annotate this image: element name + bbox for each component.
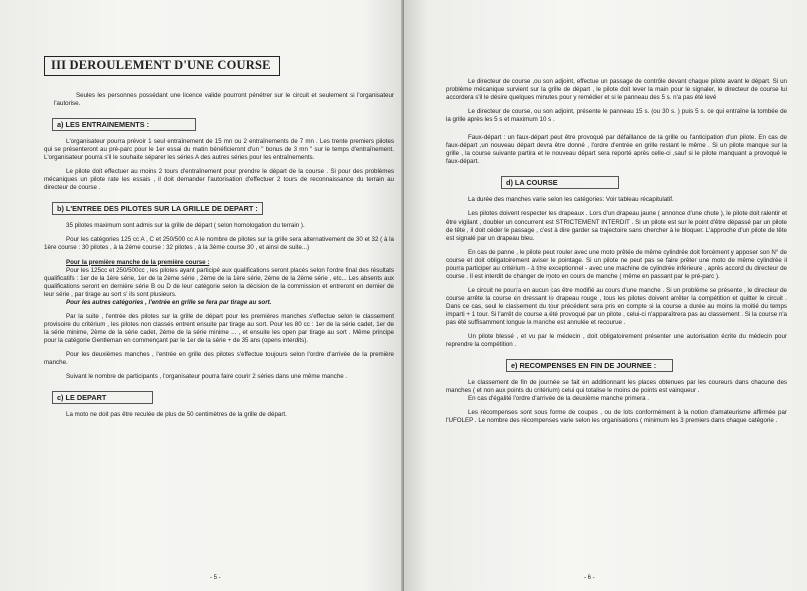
- paragraph: Le pilote doit effectuer au moins 2 tours d'entraînement pour prendre le départ de la course . Si pour des problèmes mécaniques un pilote rate les essais , il doit demander l'autorisation d'effectuer 2 tours de reconnaissance du terrain au directeur de course .: [44, 168, 394, 192]
- page-number: - 5 -: [210, 575, 221, 581]
- paragraph: Pour les 125cc et 250/500cc , les pilotes ayant participé aux qualifications seront placés selon l'ordre final des résultats qualificatifs : 1er de la 1ère série, 1er de la 2ème série , 2ème de la 1ère série, 2ème de la 2ème série , etc... Les absents aux qualifications seront en dernière série B ou D de leur catégorie selon la décision de la commission et entreront en dernier de leur série , par tirage au sort s' ils sont plusieurs.: [44, 266, 394, 298]
- paragraph: Le directeur de course ,ou son adjoint, effectue un passage de contrôle devant chaque pilote avant le départ. Si un problème mécanique survient sur la grille de départ , le pilote doit lever la main pour le signaler, le directeur de course lui accordera s'il le désire quelques minutes pour y remédier et si le panneau des 5 s. n'a pas été levé: [446, 78, 787, 102]
- paragraph: Seules les personnes possédant une licence valide pourront pénétrer sur le circuit et seulement si l'organisateur l'autorise.: [54, 92, 394, 108]
- paragraph: 35 pilotes maximum sont admis sur la grille de départ ( selon homologation du terrain ).: [66, 222, 305, 230]
- paragraph-heading: Pour la première manche de la première course :: [66, 258, 210, 266]
- subsection-heading-a: a) LES ENTRAINEMENTS :: [52, 118, 196, 131]
- subsection-heading-b: b) L'ENTREE DES PILOTES SUR LA GRILLE DE DEPART :: [52, 202, 263, 215]
- page-number: - 6 -: [584, 575, 595, 581]
- paragraph: En cas de panne , le pilote peut rouler avec une moto prêtée de même cylindrée doit forcément y apposer son N° de course et doit obligatoirement aviser le pointage. Si un pilote ne peut pas se faire prêter une moto de même cylindrée il pourra participer au critérium - à titre exceptionnel - avec une machine de cylindrée inférieure , après accord du directeur de course . Il est interdit de changer de moto en cours de manche ( même en passant par le pré-parc ).: [446, 248, 787, 280]
- right-page: [404, 0, 807, 591]
- section-title: III DEROULEMENT D'UNE COURSE: [44, 56, 280, 76]
- paper-stain: [516, 268, 552, 324]
- paragraph: En cas d'égalité l'ordre d'arrivée de la deuxième manche primera .: [468, 395, 650, 403]
- subsection-heading-e: e) RECOMPENSES EN FIN DE JOURNEE :: [506, 359, 673, 372]
- subsection-heading-d: d) LA COURSE: [501, 176, 619, 189]
- paragraph: Le circuit ne pourra en aucun cas être modifié au cours d'une manche . Si un problème se présente , le directeur de course arrête la course en dressant le drapeau rouge , tous les pilotes doivent arrêter la compétition et quitter le circuit . Dans ce cas, seul le classement du tour précédent sera pris en compte si la course a durée au moins la moitié du temps imparti + 1 tour. Si l'arrêt de course a été provoqué par un pilote , celui-ci n'apparaîtrera pas au classement . Si la course n'a pas été suffisamment longue la manche est annulée et recourue .: [446, 286, 787, 327]
- paragraph: Suivant le nombre de participants , l'organisateur pourra faire courir 2 séries dans une même manche .: [66, 373, 348, 381]
- paragraph: Un pilote blessé , et vu par le médecin , doit obligatoirement présenter une autorisation écrite du médecin pour reprendre la compétition .: [446, 333, 787, 349]
- paragraph-emphasis: Pour les autres catégories , l'entrée en grille se fera par tirage au sort.: [66, 298, 272, 306]
- paragraph: Le directeur de course, ou son adjoint, présente le panneau 15 s. (ou 30 s. ) puis 5 s. ce qui entraîne la tombée de la grille après les 5 s et maximum 10 s .: [446, 108, 787, 124]
- paragraph: Les pilotes doivent respecter les drapeaux . Lors d'un drapeau jaune ( annonce d'une chute ), le pilote doit ralentir et être vigilant , doubler un concurrent est STRICTEMENT INTERDIT . Si un pilote est sur le point d'être dépassé par un pilote de tête , il doit céder le passage , c'est à dire garder sa trajectoire sans chercher à le bloquer. L'approche d'un pilote de tête est signalé par un drapeau bleu.: [446, 210, 787, 242]
- paragraph: Faux-départ : un faux-départ peut être provoqué par défaillance de la grille ou l'anticipation d'un pilote. En cas de faux-départ ,un nouveau départ devra être donné , l'ordre d'entrée en grille restant le même . Si un pilote manque sur la grille , la course suivante partira et le nouveau départ sera reporté après celle-ci ,sauf si le pilote manquant a provoqué le faux-départ.: [446, 134, 787, 166]
- paragraph: La moto ne doit pas être reculée de plus de 50 centimètres de la grille de départ.: [66, 411, 287, 419]
- paragraph: La durée des manches varie selon les catégories: Voir tableau récapitulatif.: [468, 196, 674, 204]
- paragraph: Les récompenses sont sous forme de coupes , ou de lots conformément à la notion d'amateurisme affirmée par l'UFOLEP . Le nombre des récompenses varie selon les organisations ( minimum les 3 premiers dans chaque catégorie .: [446, 409, 787, 425]
- paragraph: Pour les catégories 125 cc A , C et 250/500 cc A le nombre de pilotes sur la grille sera alternativement de 30 et 32 ( à la 1ère course : 30 pilotes , à la 2ème course : 32 pilotes , à la 3ème course 30 , et ainsi de suite...): [44, 236, 394, 252]
- paragraph: Le classement de fin de journée se fait en additionnant les places obtenues par les coureurs dans chacune des manches ( et non aux points du critérium) celui qui totalise le moins de points est vainqueur .: [446, 379, 787, 395]
- paragraph: Par la suite , l'entrée des pilotes sur la grille de départ pour les premières manches s'effectue selon le classement provisoire du critérium , les pilotes non classés entrent ensuite par tirage au sort. Pour les 80 cc : 1er de la série cadet, 1er de la série minime, 2ème de la série cadet, 2ème de la série minime ... , et ensuite les open par tirage au sort . Même principe pour la catégorie Gentleman en commençant par le 1er de la série + de 35 ans (opens interdits).: [44, 312, 394, 344]
- subsection-heading-c: c) LE DEPART: [52, 391, 153, 404]
- paragraph: Pour les deuxièmes manches , l'entrée en grille des pilotes s'effectue toujours selon l'ordre d'arrivée de la première manche.: [44, 350, 394, 367]
- paragraph: L'organisateur pourra prévoir 1 seul entraînement de 15 mn ou 2 entraînements de 7 mn . Les trente premiers pilotes qui se présenteront au pré-parc pour le 1er essai du matin bénéficieront d'un " bonus de 3 mn " sur le temps d'entraînement. L'organisateur pourra s'il le souhaite séparer les séries A des autres séries pour les entraînements.: [44, 138, 394, 162]
